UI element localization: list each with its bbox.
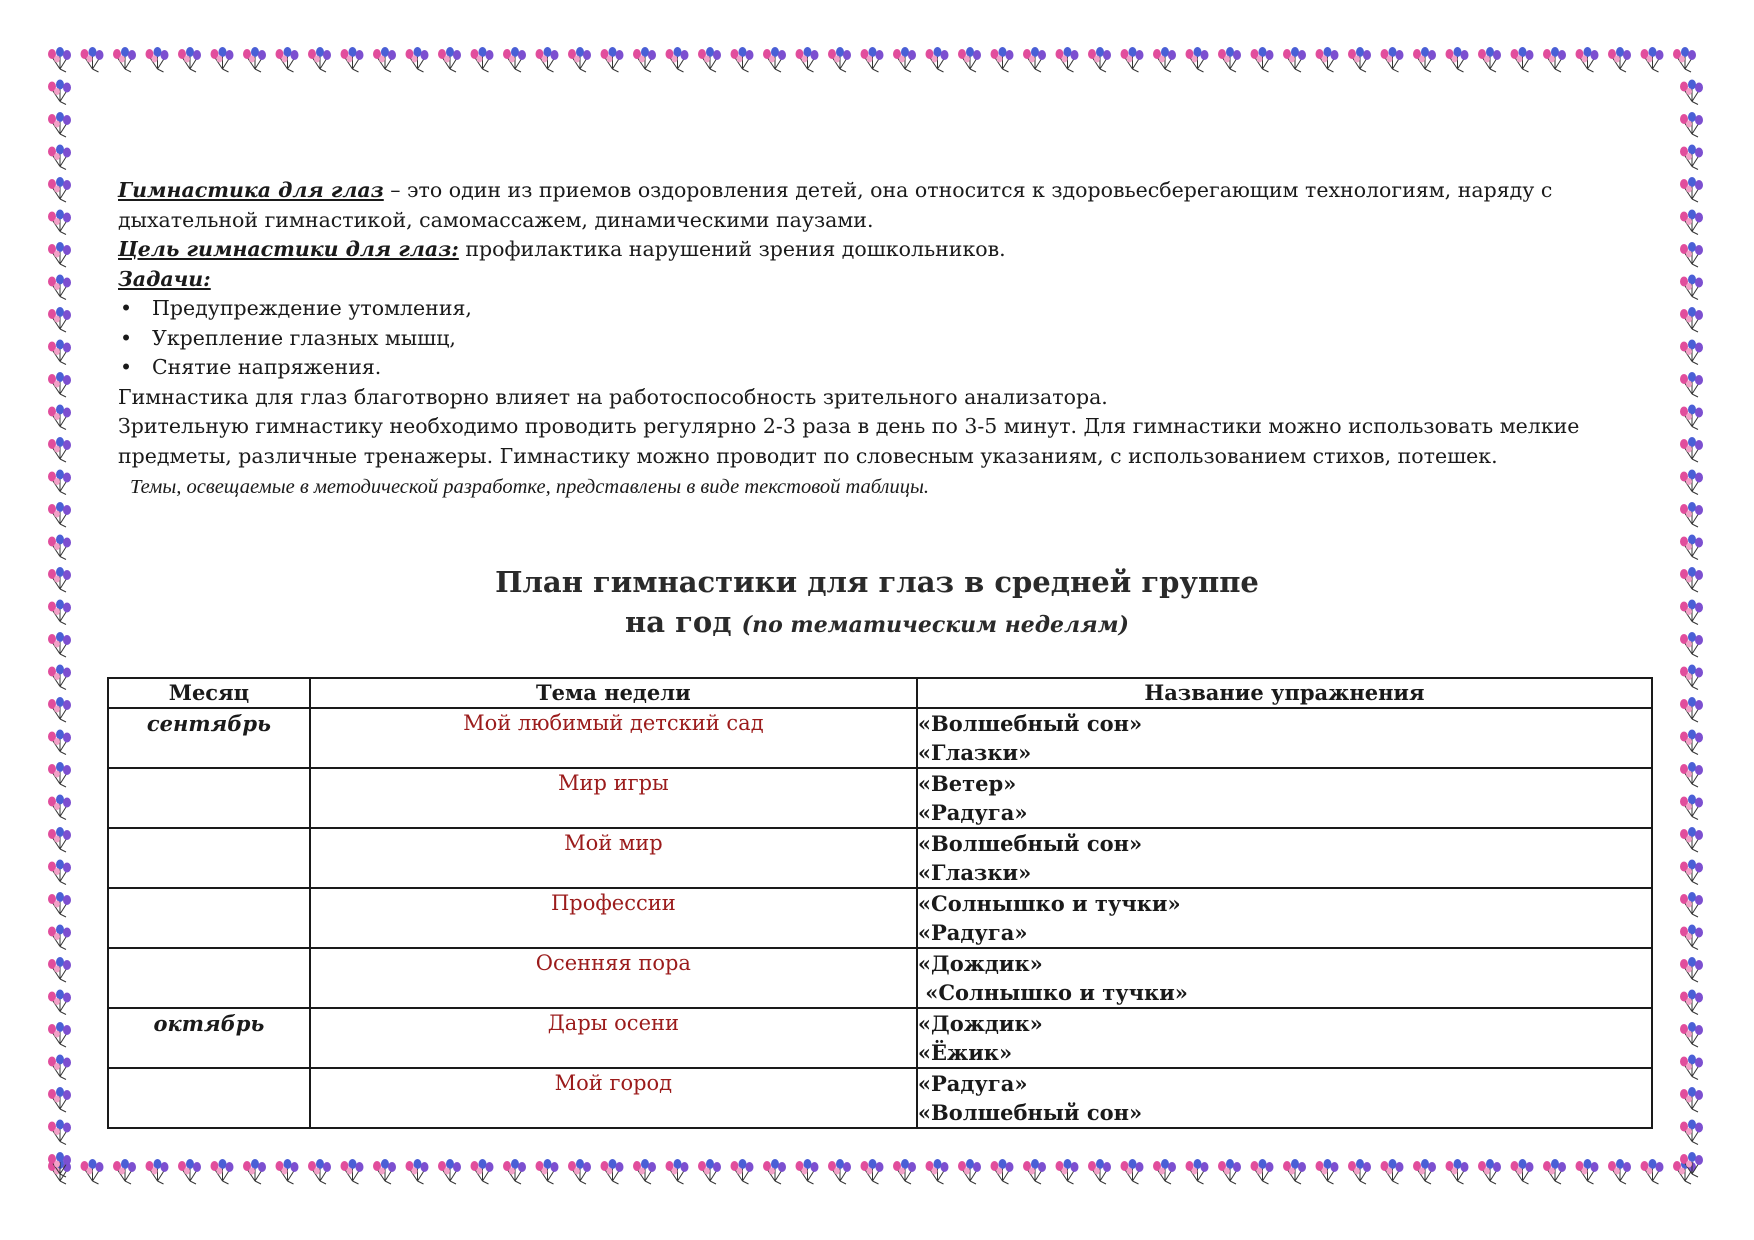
balloon-bunch-icon [1680,697,1703,722]
topic-cell: Мой любимый детский сад [310,708,917,768]
balloon-bunch-icon [1680,827,1703,852]
balloon-bunch-icon [341,47,364,72]
balloon-bunch-icon [763,1159,786,1184]
balloon-bunch-icon [48,145,71,170]
balloon-bunch-icon [48,892,71,917]
balloon-bunch-icon [1576,47,1599,72]
table-note: Темы, освещаемые в методической разработке, представлены в виде текстовой таблицы. [130,476,929,498]
balloon-bunch-icon [503,1159,526,1184]
goal-text: профилактика нарушений зрения дошкольников. [458,237,1006,261]
balloon-bunch-icon [1543,47,1566,72]
balloon-bunch-icon [1153,47,1176,72]
balloon-bunch-icon [1543,1159,1566,1184]
table-row [108,1008,1652,1068]
balloon-bunch-icon [1316,47,1339,72]
exercise-1: «Дождик» [917,951,1043,976]
balloon-bunch-icon [1446,47,1469,72]
balloon-bunch-icon [1680,762,1703,787]
balloon-bunch-icon [48,665,71,690]
balloon-bunch-icon [958,47,981,72]
topic-cell: Осенняя пора [310,948,917,1008]
balloon-bunch-icon [1680,307,1703,332]
balloon-bunch-icon [48,925,71,950]
bullet: • [120,355,133,379]
task-text: Снятие напряжения. [152,355,382,379]
balloon-bunch-icon [1680,665,1703,690]
balloon-bunch-icon [48,210,71,235]
balloon-bunch-icon [48,112,71,137]
balloon-bunch-icon [958,1159,981,1184]
balloon-bunch-icon [828,1159,851,1184]
balloon-bunch-icon [1680,925,1703,950]
balloon-bunch-icon [828,47,851,72]
balloon-bunch-icon [1088,47,1111,72]
balloon-bunch-icon [1680,1055,1703,1080]
balloon-bunch-icon [243,47,266,72]
balloon-bunch-icon [796,1159,819,1184]
bullet: • [120,325,133,350]
balloon-bunch-icon [1381,1159,1404,1184]
balloon-bunch-icon [1680,112,1703,137]
balloon-bunch-icon [438,1159,461,1184]
balloon-bunch-icon [1511,1159,1534,1184]
balloon-bunch-icon [1413,47,1436,72]
balloon-bunch-icon [471,1159,494,1184]
balloon-bunch-icon [211,1159,234,1184]
balloon-bunch-icon [1511,47,1534,72]
balloon-bunch-icon [1680,1022,1703,1047]
balloon-bunch-icon [1121,1159,1144,1184]
list-item [118,294,1618,324]
balloon-bunch-icon [1121,47,1144,72]
exercise-2: «Радуга» [917,920,1028,945]
table-row [108,708,1652,768]
balloon-bunch-icon [1680,957,1703,982]
balloon-bunch-icon [1680,80,1703,105]
schedule-paragraph: Зрительную гимнастику необходимо проводить регулярно 2-3 раза в день по 3-5 минут. Для гимнастики можно использовать мелкие предметы, различные тренажеры. Гимнастику можно проводит по словесным указаниям, с использованием стихов, потешек. [118,414,1580,468]
balloon-bunch-icon [666,1159,689,1184]
balloon-bunch-icon [81,47,104,72]
exercise-cell [917,768,1652,828]
exercise-1: «Солнышко и тучки» [917,891,1181,916]
table-row [108,768,1652,828]
balloon-bunch-icon [1446,1159,1469,1184]
topic-cell: Мой город [310,1068,917,1128]
balloon-bunch-icon [48,957,71,982]
exercise-2: «Ёжик» [917,1040,1013,1065]
balloon-bunch-icon [601,1159,624,1184]
balloon-bunch-icon [406,47,429,72]
goal-paragraph [118,235,1618,265]
balloon-bunch-icon [1348,1159,1371,1184]
balloon-bunch-icon [146,1159,169,1184]
balloon-bunch-icon [1251,47,1274,72]
balloon-bunch-icon [796,47,819,72]
balloon-bunch-icon [1478,1159,1501,1184]
balloon-bunch-icon [48,990,71,1015]
balloon-bunch-icon [568,47,591,72]
balloon-bunch-icon [1478,47,1501,72]
balloon-bunch-icon [48,80,71,105]
balloon-bunch-icon [1186,47,1209,72]
balloon-bunch-icon [48,275,71,300]
header-exercise: Название упражнения [917,678,1652,708]
balloon-bunch-icon [1056,47,1079,72]
balloon-bunch-icon [48,762,71,787]
balloon-bunch-icon [991,47,1014,72]
balloon-bunch-icon [1680,1087,1703,1112]
balloon-bunch-icon [1680,990,1703,1015]
balloon-bunch-icon [633,47,656,72]
balloon-bunch-icon [698,47,721,72]
balloon-bunch-icon [1251,1159,1274,1184]
exercise-2: «Волшебный сон» [917,1100,1143,1125]
balloon-bunch-icon [48,1087,71,1112]
balloon-bunch-icon [48,1055,71,1080]
balloon-bunch-icon [1680,145,1703,170]
definition-paragraph [118,176,1618,235]
balloon-bunch-icon [1680,730,1703,755]
exercise-2: «Глазки» [917,860,1032,885]
balloon-bunch-icon [568,1159,591,1184]
balloon-bunch-icon [1680,860,1703,885]
balloon-bunch-icon [763,47,786,72]
balloon-bunch-icon [1348,47,1371,72]
definition-text: – это один из приемов оздоровления детей, она относится к здоровьесберегающим технологиям, наряду с дыхательной гимнастикой, самомассажем, динамическими паузами. [118,178,1553,232]
balloon-bunch-icon [536,47,559,72]
table-row [108,1068,1652,1128]
balloon-bunch-icon [48,470,71,495]
balloon-bunch-icon [438,47,461,72]
month-cell: октябрь [108,1008,310,1068]
month-cell [108,768,310,828]
plan-title: План гимнастики для глаз в средней группе [495,565,1259,599]
balloon-bunch-icon [178,1159,201,1184]
list-item [118,324,1618,354]
balloon-bunch-icon [48,795,71,820]
exercise-cell [917,888,1652,948]
balloon-bunch-icon [276,47,299,72]
goal-label: Цель гимнастики для глаз: [118,237,459,261]
balloon-bunch-icon [48,177,71,202]
exercise-1: «Дождик» [917,1011,1043,1036]
benefit-paragraph: Гимнастика для глаз благотворно влияет на работоспособность зрительного анализатора. [118,384,1108,409]
intro-section [118,176,1618,502]
balloon-bunch-icon [1680,502,1703,527]
balloon-bunch-icon [1381,47,1404,72]
topic-cell: Мой мир [310,828,917,888]
exercise-1: «Ветер» [917,771,1017,796]
balloon-bunch-icon [243,1159,266,1184]
balloon-bunch-icon [861,1159,884,1184]
month-cell [108,948,310,1008]
balloon-bunch-icon [731,1159,754,1184]
month-cell [108,828,310,888]
list-item [118,353,1618,383]
balloon-bunch-icon [1680,1120,1703,1145]
balloon-bunch-icon [1680,535,1703,560]
balloon-bunch-icon [341,1159,364,1184]
balloon-bunch-icon [81,1159,104,1184]
tasks-label: Задачи: [118,266,211,291]
table-row [108,828,1652,888]
balloon-bunch-icon [1680,892,1703,917]
month-cell [108,888,310,948]
balloon-bunch-icon [503,47,526,72]
tasks-list [118,294,1618,383]
balloon-bunch-icon [48,502,71,527]
balloon-bunch-icon [146,47,169,72]
plan-subtitle-main: на год [625,605,742,639]
balloon-bunch-icon [48,1120,71,1145]
balloon-bunch-icon [48,1022,71,1047]
balloon-bunch-icon [1023,1159,1046,1184]
balloon-bunch-icon [211,47,234,72]
balloon-bunch-icon [1680,372,1703,397]
balloon-bunch-icon [113,1159,136,1184]
balloon-bunch-icon [373,47,396,72]
exercise-cell [917,1068,1652,1128]
month-cell [108,1068,310,1128]
balloon-bunch-icon [893,47,916,72]
balloon-bunch-icon [1641,47,1664,72]
balloon-bunch-icon [308,1159,331,1184]
task-text: Укрепление глазных мышц, [152,325,456,350]
balloon-bunch-icon [178,47,201,72]
balloon-bunch-icon [471,47,494,72]
exercise-cell [917,708,1652,768]
balloon-bunch-icon [48,405,71,430]
balloon-bunch-icon [48,697,71,722]
task-text: Предупреждение утомления, [152,296,472,320]
topic-cell: Мир игры [310,768,917,828]
balloon-bunch-icon [48,860,71,885]
exercise-1: «Радуга» [917,1071,1028,1096]
exercise-2: «Радуга» [917,800,1028,825]
balloon-bunch-icon [276,1159,299,1184]
balloon-bunch-icon [1316,1159,1339,1184]
balloon-bunch-icon [633,1159,656,1184]
balloon-bunch-icon [1608,47,1631,72]
balloon-bunch-icon [48,307,71,332]
term-label: Гимнастика для глаз [118,178,384,202]
balloon-bunch-icon [1680,405,1703,430]
balloon-bunch-icon [308,47,331,72]
plan-subtitle-paren: (по тематическим неделям) [741,612,1129,638]
balloon-bunch-icon [113,47,136,72]
balloon-bunch-icon [1283,1159,1306,1184]
bullet: • [120,296,133,320]
balloon-bunch-icon [1680,470,1703,495]
balloon-bunch-icon [926,1159,949,1184]
balloon-bunch-icon [48,535,71,560]
balloon-bunch-icon [48,340,71,365]
balloon-bunch-icon [1680,242,1703,267]
balloon-bunch-icon [536,1159,559,1184]
balloon-bunch-icon [1056,1159,1079,1184]
balloon-bunch-icon [1680,795,1703,820]
balloon-bunch-icon [1283,47,1306,72]
table-row [108,888,1652,948]
balloon-bunch-icon [698,1159,721,1184]
balloon-bunch-icon [666,47,689,72]
balloon-bunch-icon [1680,210,1703,235]
plan-table [107,677,1653,1129]
balloon-bunch-icon [48,242,71,267]
balloon-bunch-icon [991,1159,1014,1184]
plan-subtitle [0,602,1754,645]
topic-cell: Профессии [310,888,917,948]
balloon-bunch-icon [1608,1159,1631,1184]
header-month: Месяц [108,678,310,708]
balloon-bunch-icon [1153,1159,1176,1184]
tasks-heading [118,265,1618,295]
balloon-bunch-icon [48,437,71,462]
balloon-bunch-icon [1413,1159,1436,1184]
balloon-bunch-icon [1680,340,1703,365]
balloon-bunch-icon [1186,1159,1209,1184]
balloon-bunch-icon [48,372,71,397]
month-cell: сентябрь [108,708,310,768]
exercise-1: «Волшебный сон» [917,831,1143,856]
balloon-bunch-icon [1088,1159,1111,1184]
balloon-bunch-icon [926,47,949,72]
balloon-bunch-icon [1218,47,1241,72]
balloon-bunch-icon [48,47,71,72]
balloon-bunch-icon [1641,1159,1664,1184]
balloon-bunch-icon [601,47,624,72]
exercise-1: «Волшебный сон» [917,711,1143,736]
balloon-bunch-icon [1680,177,1703,202]
exercise-2: «Глазки» [917,740,1032,765]
balloon-bunch-icon [1680,275,1703,300]
exercise-cell [917,1008,1652,1068]
table-row [108,948,1652,1008]
balloon-bunch-icon [893,1159,916,1184]
balloon-bunch-icon [373,1159,396,1184]
balloon-bunch-icon [861,47,884,72]
table-header-row [108,678,1652,708]
header-topic: Тема недели [310,678,917,708]
balloon-bunch-icon [731,47,754,72]
exercise-cell [917,948,1652,1008]
balloon-bunch-icon [406,1159,429,1184]
balloon-bunch-icon [1218,1159,1241,1184]
exercise-2: «Солнышко и тучки» [917,980,1188,1005]
topic-cell: Дары осени [310,1008,917,1068]
balloon-bunch-icon [1673,47,1696,72]
balloon-bunch-icon [48,827,71,852]
balloon-bunch-icon [1576,1159,1599,1184]
balloon-bunch-icon [1680,437,1703,462]
balloon-bunch-icon [48,730,71,755]
exercise-cell [917,828,1652,888]
balloon-bunch-icon [1023,47,1046,72]
